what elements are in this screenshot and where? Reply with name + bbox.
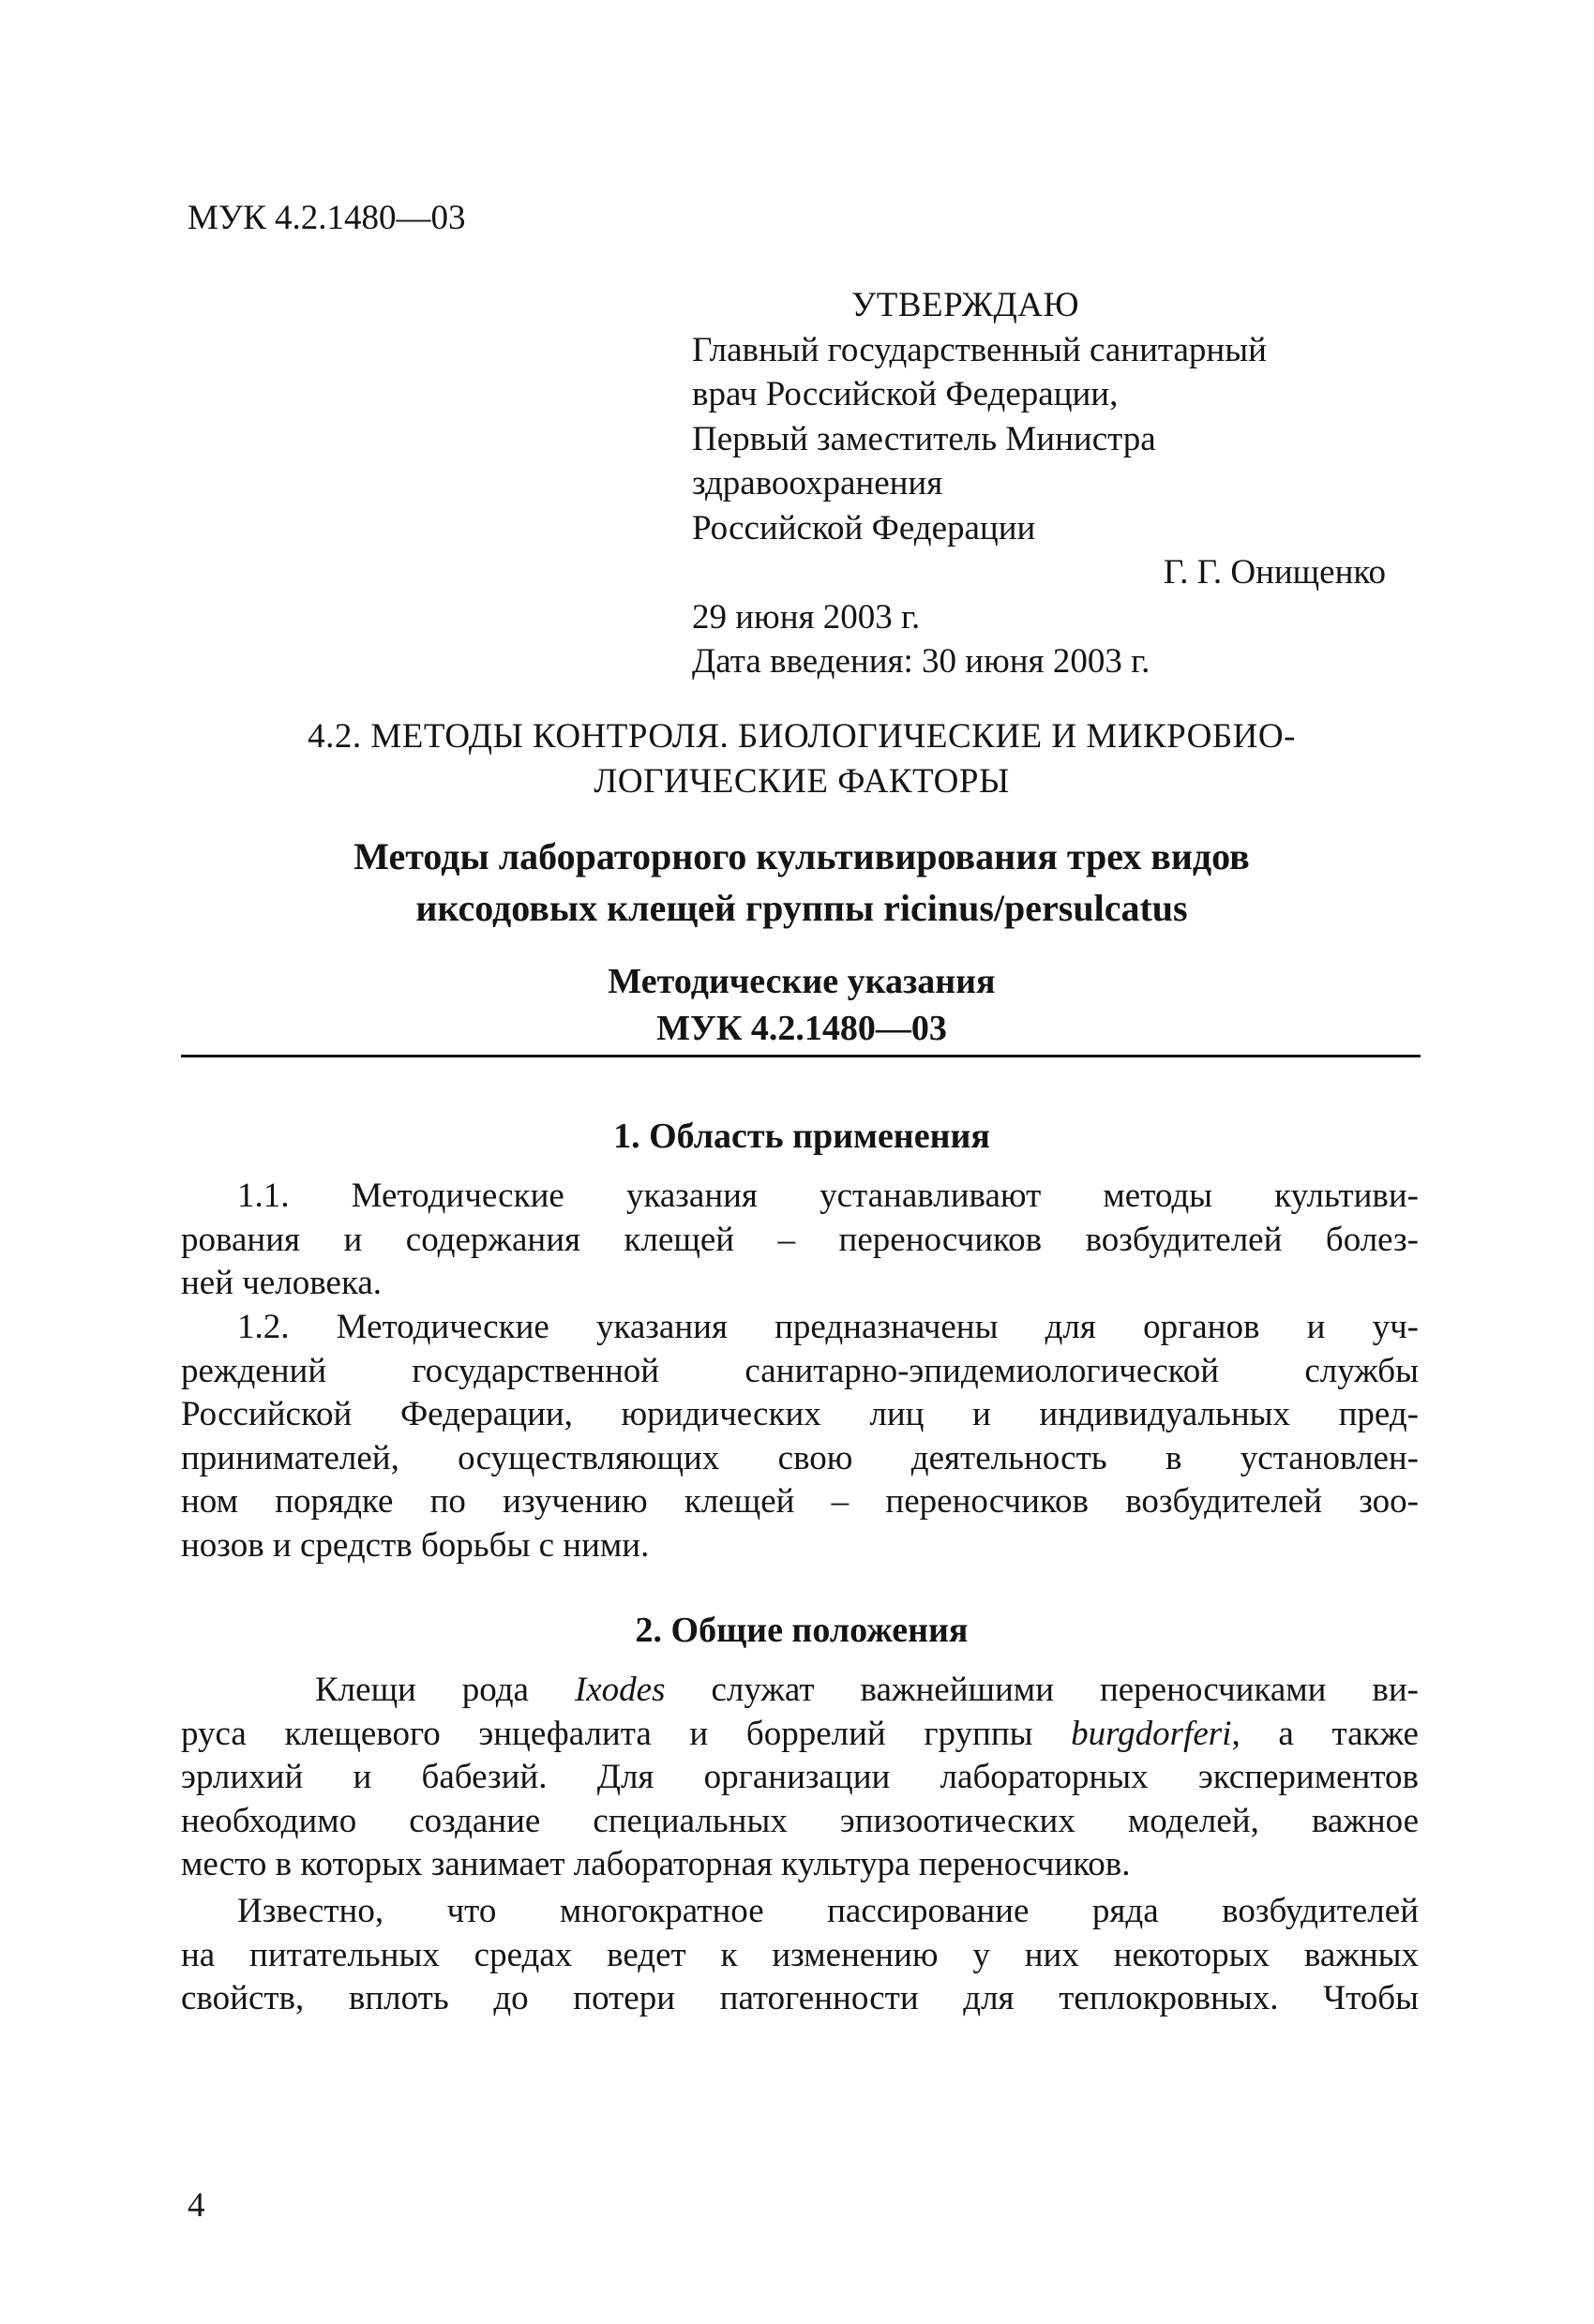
approval-line: врач Российской Федерации, — [692, 375, 1119, 413]
paragraph-line: место в которых занимает лабораторная культура переносчиков. — [181, 1845, 1131, 1883]
paragraph-line: на питательных средах ведет к изменению у них некоторых важных — [181, 1935, 1419, 1974]
paragraph-line: Известно, что многократное пассирование ряда возбудителей — [237, 1892, 1419, 1930]
paragraph-line: реждений государственной санитарно-эпидемиологической службы — [181, 1351, 1419, 1390]
paragraph-line: эрлихий и бабезий. Для организации лабораторных экспериментов — [181, 1758, 1419, 1796]
section-code-line: ЛОГИЧЕСКИЕ ФАКТОРЫ — [594, 762, 1010, 801]
paragraph-line — [181, 1669, 1419, 1713]
document-title — [188, 831, 1416, 934]
page-number: 4 — [188, 2186, 205, 2225]
text-run: служат важнейшими переносчиками ви- — [665, 1671, 1419, 1709]
effective-date: Дата введения: 30 июня 2003 г. — [692, 642, 1150, 681]
approval-line: здравоохранения — [692, 464, 943, 502]
document-title-line: иксодовых клещей группы ricinus/persulcatus — [415, 887, 1188, 929]
italic-term: burgdorferi — [1071, 1714, 1232, 1753]
document-type-code: МУК 4.2.1480—03 — [656, 1009, 947, 1048]
paragraph-line — [181, 1713, 1419, 1757]
approval-line: Первый заместитель Министра — [692, 419, 1156, 458]
paragraph-line: свойств, вплоть до потери патогенности для теплокровных. Чтобы — [181, 1979, 1419, 2017]
approval-title: УТВЕРЖДАЮ — [851, 286, 1079, 324]
italic-term: Ixodes — [574, 1671, 666, 1709]
text-run: Клещи рода — [315, 1671, 575, 1709]
approval-line: Главный государственный санитарный — [692, 330, 1267, 369]
section-1-heading: 1. Область применения — [613, 1117, 990, 1156]
section-code-line: 4.2. МЕТОДЫ КОНТРОЛЯ. БИОЛОГИЧЕСКИЕ И МИКРОБИО- — [308, 717, 1296, 756]
paragraph-line: 1.2. Методические указания предназначены для органов и уч- — [237, 1308, 1419, 1346]
paragraph-line: принимателей, осуществляющих свою деятельность в установлен- — [181, 1438, 1419, 1477]
paragraph-2-2 — [181, 1890, 1419, 2021]
paragraph-line: 1.1. Методические указания устанавливают методы культиви- — [237, 1177, 1419, 1215]
paragraph-1-2 — [181, 1306, 1419, 1567]
paragraph-line: нозов и средств борьбы с ними. — [181, 1525, 650, 1565]
approval-line: Российской Федерации — [692, 508, 1036, 547]
horizontal-rule — [181, 1055, 1421, 1057]
paragraph-line: ном порядке по изучению клещей – переносчиков возбудителей зоо- — [181, 1482, 1419, 1521]
text-run: руса клещевого энцефалита и боррелий группы — [181, 1714, 1072, 1753]
approval-block — [692, 283, 1386, 684]
section-2-heading: 2. Общие положения — [635, 1611, 969, 1650]
document-code-header: МУК 4.2.1480—03 — [188, 199, 466, 237]
paragraph-line: необходимо создание специальных эпизоотических моделей, важное — [181, 1801, 1419, 1840]
document-type — [188, 958, 1416, 1052]
paragraph-1-1 — [181, 1175, 1419, 1306]
paragraph-2-1 — [181, 1669, 1419, 1887]
document-title-line: Методы лабораторного культивирования трех видов — [353, 835, 1250, 877]
document-type-line: Методические указания — [608, 962, 996, 1001]
approval-date: 29 июня 2003 г. — [692, 597, 921, 637]
text-run: , а также — [1231, 1714, 1419, 1753]
section-code — [188, 714, 1416, 804]
paragraph-line: рования и содержания клещей – переносчиков возбудителей болез- — [181, 1220, 1419, 1259]
paragraph-line: ней человека. — [181, 1264, 383, 1302]
approval-signatory: Г. Г. Онищенко — [1163, 553, 1386, 592]
paragraph-line: Российской Федерации, юридических лиц и индивидуальных пред- — [181, 1395, 1419, 1433]
